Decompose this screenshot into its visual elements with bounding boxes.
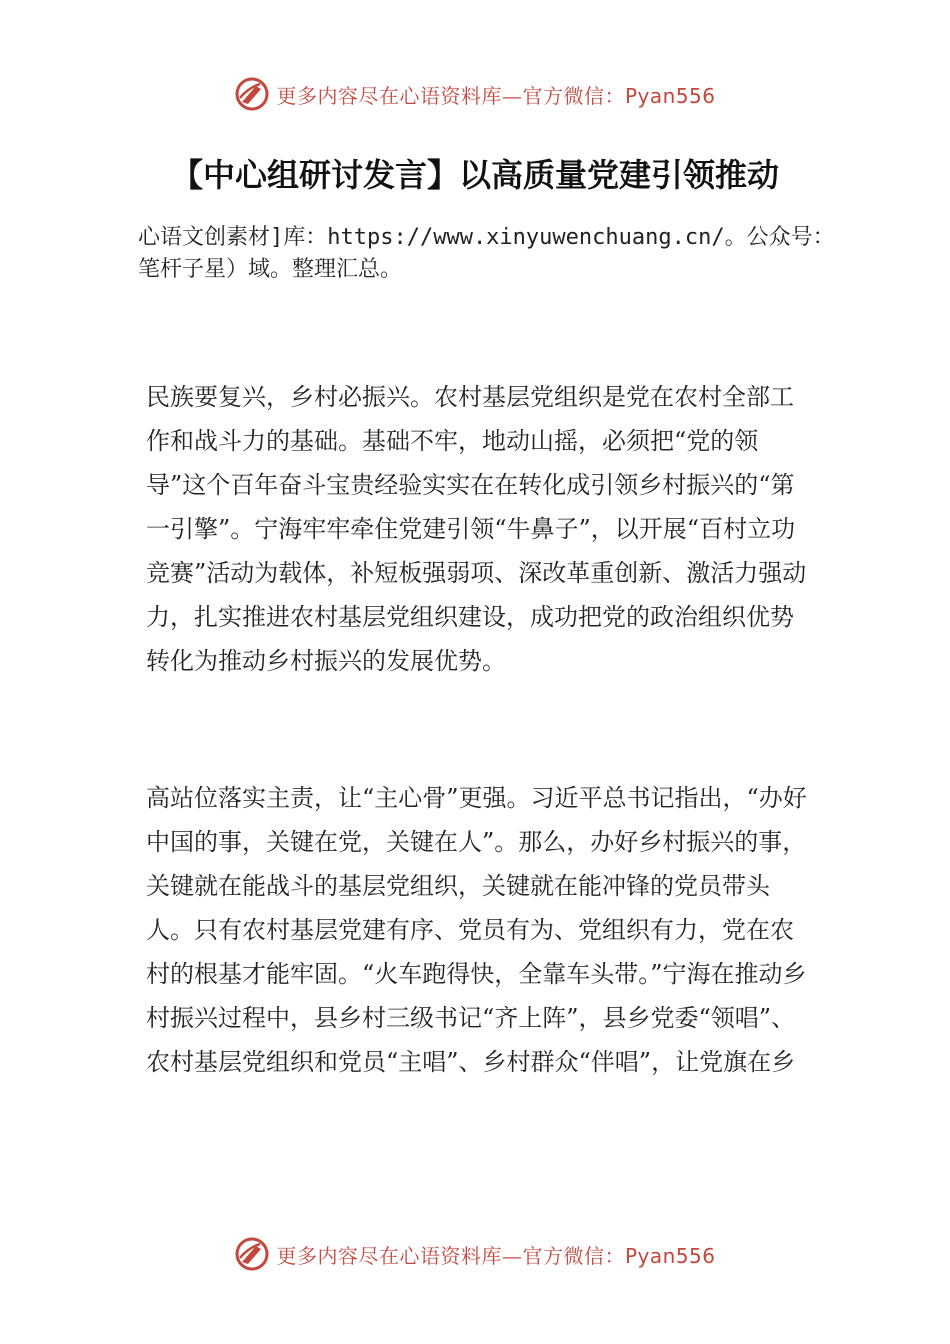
header-banner [0,72,950,116]
wechat-handle: Pyan556 [624,1243,716,1268]
page-title: 【中心组研讨发言】以高质量党建引领推动 [170,156,779,194]
source-note: 心语文创素材]库：https://www.xinyuwenchuang.cn/。公众号：笔杆子星）域。整理汇总。 [138,225,835,282]
body-paragraph-1: 民族要复兴，乡村必振兴。农村基层党组织是党在农村全部工作和战斗力的基础。基础不牢，地动山摇，必须把“党的领导”这个百年奋斗宝贵经验实实在在转化成引领乡村振兴的“第一引擎”。宁海牢牢牵住党建引领“牛鼻子”，以开展“百村立功竞赛”活动为载体，补短板强弱项、深改革重创新、激活力强动力，扎实推进农村基层党组织建设，成功把党的政治组织优势转化为推动乡村振兴的发展优势。 [146,383,807,675]
wechat-handle: Pyan556 [624,83,716,108]
body-paragraph-2: 高站位落实主责，让“主心骨”更强。习近平总书记指出，“办好中国的事，关键在党，关键在人”。那么，办好乡村振兴的事，关键就在能战斗的基层党组织，关键就在能冲锋的党员带头人。只有农村基层党建有序、党员有为、党组织有力，党在农村的根基才能牢固。“火车跑得快，全靠车头带。”宁海在推动乡村振兴过程中，县乡村三级书记“齐上阵”，县乡党委“领唱”、农村基层党组织和党员“主唱”、乡村群众“伴唱”，让党旗在乡 [146,784,807,1076]
pen-nib-logo-icon [234,76,270,112]
banner-text: 更多内容尽在心语资料库—官方微信：Pyan556 [276,1243,716,1268]
pen-nib-logo-icon [234,1236,270,1272]
footer-banner [0,1232,950,1276]
banner-text: 更多内容尽在心语资料库—官方微信：Pyan556 [276,83,716,108]
